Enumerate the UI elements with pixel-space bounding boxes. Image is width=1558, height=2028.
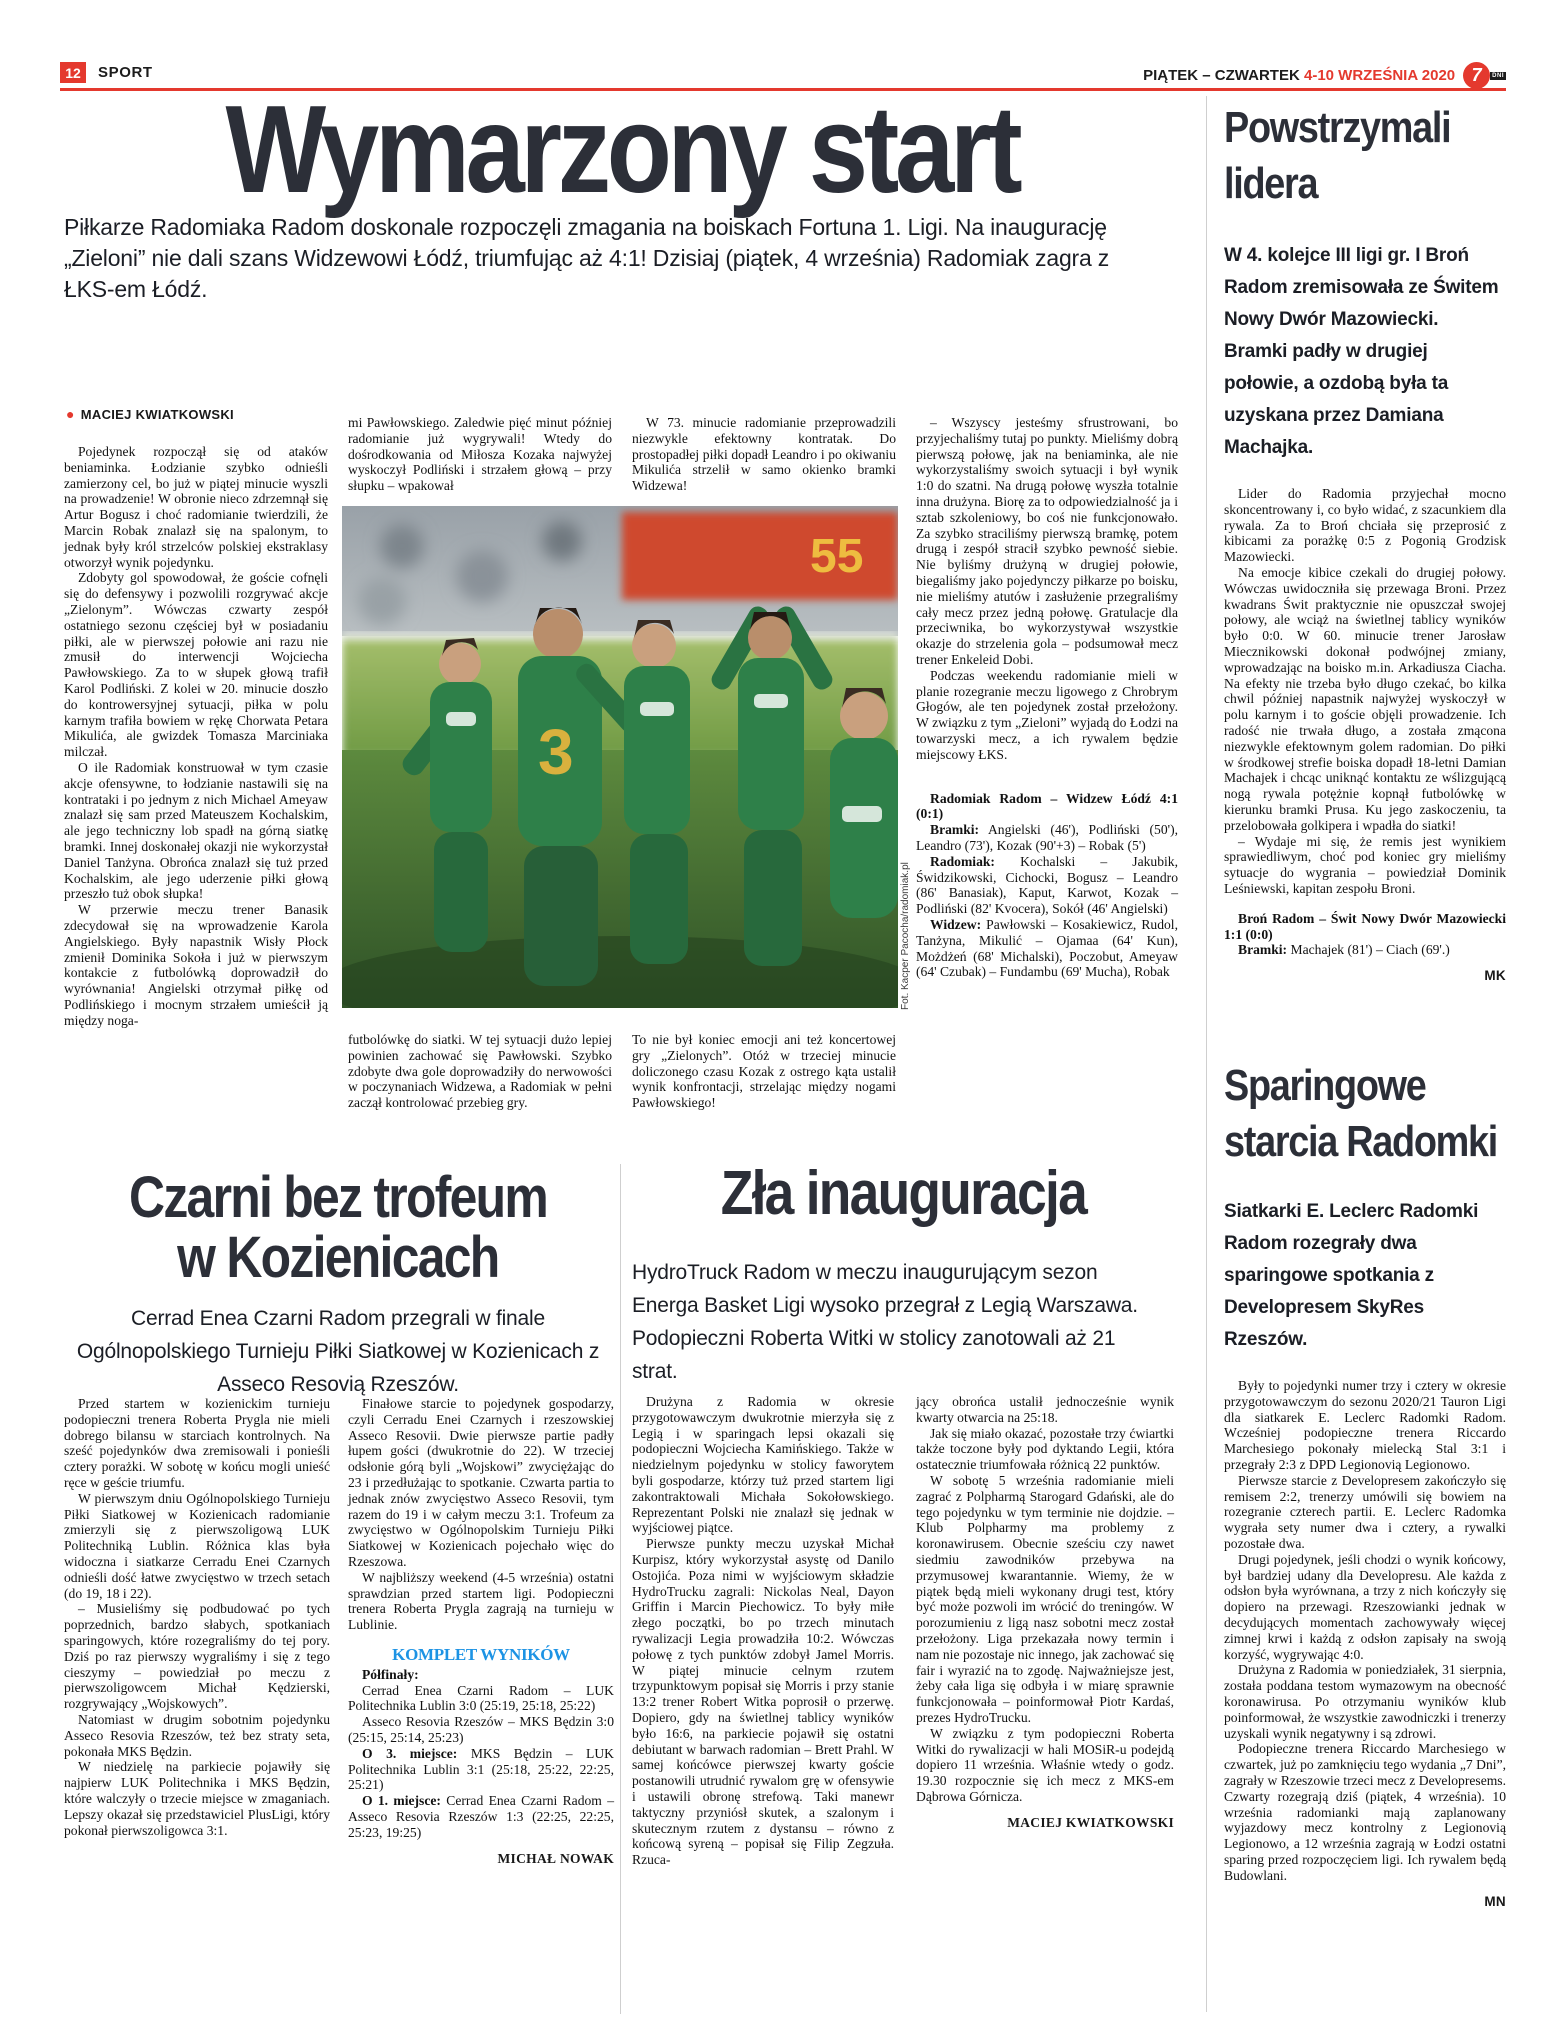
zla-column-2 (916, 1394, 1174, 1831)
sidebar-divider (1206, 96, 1207, 2012)
paragraph: Przed startem w kozienickim turnieju podopieczni trenera Roberta Prygla nie mieli dobrego bilansu w starciach kontrolnych. Na sześć pojedynków dwa zremisowali i ponieśli cztery porażki. W sobotę w końcu mogli unieść ręce w geście triumfu. (64, 1396, 330, 1490)
paragraph: mi Pawłowskiego. Zaledwie pięć minut później radomianie już wygrywali! Wtedy do dośrodkowania od Miłosza Kozaka najwyżej wyskoczył Podliński i strzałem głową – przy słupku – wpakował (348, 415, 612, 494)
logo-dni-label: DNI (1492, 72, 1504, 79)
result-line: O 3. miejsce: MKS Będzin – LUK Politechnika Lublin 3:1 (25:18, 25:22, 22:25, 25:21) (348, 1745, 614, 1793)
match-report-title: Radomiak Radom – Widzew Łódź 4:1 (0:1) (916, 790, 1178, 822)
byline: ● MACIEJ KWIATKOWSKI (66, 406, 234, 422)
byline-bullet-icon: ● (66, 406, 75, 422)
author-initials: MK (1484, 968, 1506, 984)
dateline (1143, 67, 1455, 84)
logo-7-icon: 7 (1463, 62, 1490, 89)
author-name: MACIEJ KWIATKOWSKI (1007, 1814, 1174, 1830)
zla-lede: HydroTruck Radom w meczu inaugurującym sezon Energa Basket Ligi wysoko przegrał z Legią Warszawa. Podopieczni Roberta Witki w stolicy zanotowali aż 21 strat. (632, 1261, 1138, 1383)
dateline-days: PIĄTEK – CZWARTEK (1143, 67, 1300, 84)
bottom-articles-divider (620, 1164, 621, 2014)
zla-column-1 (632, 1394, 894, 1868)
page-number-badge: 12 (60, 62, 86, 83)
paragraph: Podopieczne trenera Riccardo Marchesiego w czwartek, już po zamknięciu tego wydania „7 Dni”, zagrały w Rzeszowie trzeci mecz z Developresems. Czwarty rozegrają dziś (piątek, 4 września). 10 września radomianki mają zaplanowany wyjazdowy mecz kontrolny z Legionovią Legionowo, a 12 września zagrają w Łodzi ostatni sparing przed rozpoczęciem ligi. Ich rywalem będą Budowlani. (1224, 1741, 1506, 1883)
sidebar-lede: W 4. kolejce III ligi gr. I Broń Radom zremisowała ze Świtem Nowy Dwór Mazowiecki. Bramki padły w drugiej połowie, a ozdobą była ta uzyskana przez Damiana Machajka. (1224, 245, 1499, 458)
sidebar-body (1224, 486, 1506, 958)
match-report-line: Widzew: Pawłowski – Kosakiewicz, Rudol, Tanżyna, Mikulić – Ojamaa (64' Kun), Możdżeń (68' Michalski), Poczobut, Ameyaw (64' Czubak) – Fundambu (69' Mucha), Robak (916, 916, 1178, 980)
article-column-3-bottom (632, 1032, 896, 1111)
match-report (916, 791, 1178, 981)
article-column-3-top (632, 415, 896, 494)
paragraph: W przerwie meczu trener Banasik zdecydował się na wprowadzenie Karola Angielskiego. Były napastnik Wisły Płock zmienił Dominika Sokoła i już w pierwszym kontakcie z futbolówką doprowadził do wyrównania! Angielski otrzymał piłkę od Podlińskiego i mocnym strzałem umieścił ją między noga- (64, 902, 328, 1028)
paragraph: W sobotę 5 września radomianie mieli zagrać z Polpharmą Starogard Gdański, ale do tego pojedynku w tym terminie nie dojdzie. – Klub Polpharmy ma problemy z koronawirusem. Obecnie sześciu czy nawet siedmiu zawodników przebywa na przymusowej kwarantannie. Wiemy, że w piątek będą mieli wykonany drugi test, który być może pozwoli im wrócić do treningów. W porozumieniu z ligą nasz sobotni mecz został przełożony. Liga przekazała nowy termin i nam nie pozostaje nic innego, jak zachować się fair i wyrazić na to zgodę. Najważniejsze jest, żeby cała liga się odbyła i w miarę sprawnie funkcjonowała – poinformował Piotr Kardaś, prezes HydroTrucku. (916, 1472, 1174, 1725)
results-subheading: Półfinały: (362, 1666, 419, 1682)
paragraph: – Wydaje mi się, że remis jest wynikiem sprawiedliwym, choć pod koniec gry mieliśmy sytuacje do wygrania – powiedział Dominik Leśniewski, kapitan zespołu Broni. (1224, 833, 1506, 896)
article-column-2-bottom (348, 1032, 612, 1111)
paragraph: W najbliższy weekend (4-5 września) ostatni sprawdzian przed startem ligi. Podopieczni trenera Roberta Prygla zagrają na turnieju w Lublinie. (348, 1569, 614, 1633)
result-line: Cerrad Enea Czarni Radom – LUK Politechnika Lublin 3:0 (25:19, 25:18, 25:22) (348, 1682, 614, 1714)
result-title: Broń Radom – Świt Nowy Dwór Mazowiecki 1:1 (0:0) (1224, 910, 1506, 942)
result-line: Asseco Resovia Rzeszów – MKS Będzin 3:0 (25:15, 25:14, 25:23) (348, 1714, 614, 1745)
paragraph: Lider do Radomia przyjechał mocno skoncentrowany i, co było widać, z szacunkiem dla rywala. Za to Broń chciała się przeprosić z kibicami za porażkę 0:5 z Pogonią Grodzisk Mazowiecki. (1224, 486, 1506, 565)
match-photo-illustration (342, 506, 898, 1008)
article-column-1 (64, 444, 328, 1028)
match-report-line: Bramki: Angielski (46'), Podliński (50'), Leandro (73'), Kozak (90'+3) – Robak (5') (916, 822, 1178, 853)
czarni-column-1 (64, 1396, 330, 1838)
paragraph: Jak się miało okazać, pozostałe trzy ćwiartki także toczone były pod dyktando Legii, która ostatecznie triumfowała różnicą 22 punktów. (916, 1425, 1174, 1473)
czarni-column-2 (348, 1396, 614, 1866)
paragraph: – Wszyscy jesteśmy sfrustrowani, bo przyjechaliśmy tutaj po punkty. Mieliśmy dobrą pierwszą połowę, jak na beniaminka, ale nie wykorzystaliśmy swoich sytuacji i był wynik 1:0 do szatni. Na drugą połowę wyszła totalnie inna drużyna. Biorę za to odpowiedzialność ja i sztab szkoleniowy, bo coś nie funkcjonowało. Za szybko straciliśmy pierwszą bramkę, potem drugą i zespół stracił szybko pewność siebie. Nie byliśmy drużyną w drugiej połowie, biegaliśmy jako pojedynczy piłkarze po boisku, nie mieliśmy atutów i zasłużenie przegraliśmy cały mecz przez jedną połowę. Gratulacje dla przeciwnika, bo wykorzystywał wszystkie okazje do strzelenia gola – podsumował mecz trener Enkeleid Dobi. (916, 415, 1178, 667)
match-report-line: Radomiak: Kochalski – Jakubik, Świdzikowski, Cichocki, Bogusz – Leandro (86' Banasiak), Kaput, Karwot, Kozak – Podliński (82' Kvocera), Sokół (46' Angielski) (916, 853, 1178, 917)
paragraph: To nie był koniec emocji ani też koncertowej gry „Zielonych”. Otóż w trzeciej minucie doliczonego czasu Kozak z ostrego kąta ustalił wynik konfrontacji, strzelając między nogami Pawłowskiego! (632, 1032, 896, 1111)
article-column-4 (916, 415, 1178, 980)
paragraph: jący obrońca ustalił jednocześnie wynik kwarty otwarcia na 25:18. (916, 1394, 1174, 1425)
section-title: SPORT (98, 64, 153, 81)
header-right (1143, 62, 1506, 89)
jersey-number: 3 (538, 716, 574, 788)
newspaper-logo (1463, 62, 1506, 89)
result-line: O 1. miejsce: Cerrad Enea Czarni Radom – Asseco Resovia Rzeszów 1:3 (22:25, 22:25, 25:23, 19:25) (348, 1793, 614, 1840)
match-photo (342, 506, 898, 1008)
sidebar-article-bron (1224, 100, 1506, 983)
paragraph: Podczas weekendu radomianie mieli w planie rozegranie meczu ligowego z Chrobrym Głogów, ale ten pojedynek został przełożony. W związku z tym „Zieloni” wyjadą do Łodzi na towarzyski mecz, a ich rywalem będzie miejscowy ŁKS. (916, 667, 1178, 762)
dateline-date: 4-10 WRZEŚNIA 2020 (1303, 67, 1456, 84)
author-initials: MN (1484, 1893, 1506, 1909)
paragraph: Drużyna z Radomia w okresie przygotowawczym dwukrotnie mierzyła się z Legią i w sparingach lepsi okazali się podopieczni Wojciecha Kamińskiego. Także w niedzielnym pojedynku w stolicy faworytem byli gospodarze, którzy tuż przed startem ligi zakontraktowali Michała Sokołowskiego. Reprezentant Polski nie znalazł się jednak w wyjściowej piątce. (632, 1394, 894, 1536)
sidebar-article-radomka (1224, 1058, 1506, 1909)
sidebar-headline: Sparingowe starcia Radomki (1224, 1061, 1497, 1166)
zla-headline: Zła inauguracja (720, 1159, 1086, 1228)
paragraph: Były to pojedynki numer trzy i cztery w okresie przygotowawczym do sezonu 2020/21 Tauron Ligi dla siatkarek E. Leclerc Radomki Radom. Wcześniej podopieczne trenera Riccardo Marchesiego pokonały mielecką Stal 3:1 i przegrały 2:3 z DPD Legionovią Legionowo. (1224, 1378, 1506, 1472)
paragraph: Drużyna z Radomia w poniedziałek, 31 sierpnia, została poddana testom wymazowym na obecność koronawirusa. Po otrzymaniu wyników klub poinformował, że wszystkie zawodniczki i trenerzy uzyskali wynik negatywny i są zdrowi. (1224, 1662, 1506, 1741)
paragraph: Zdobyty gol spowodował, że goście cofnęli się do defensywy i pozwolili rozgrywać akcje „Zielonym”. Wówczas czwarty zespół ostatniego sezonu częściej był w posiadaniu piłki, ale w pierwszej połowie ani razu nie zmusił do interwencji Wojciecha Pawłowskiego. Za to w słupek głową trafił Karol Podliński. Z kolei w 20. minucie doszło do kontrowersyjnej sytuacji, piłka w polu karnym trafiła bowiem w rękę Chorwata Petara Mikulića, ale gwizdek Tomasza Marciniaka milczał. (64, 570, 328, 760)
paragraph: W pierwszym dniu Ogólnopolskiego Turnieju Piłki Siatkowej w Kozienicach radomianie zmierzyli się z pierwszoligową LUK Politechniką Lublin. Różnica klas była widoczna i siatkarze Cerradu Enei Czarnych odnieśli dość łatwe zwycięstwo w trzech setach (do 19, 18 i 22). (64, 1490, 330, 1601)
paragraph: Pojedynek rozpoczął się od ataków beniaminka. Łodzianie szybko odnieśli zamierzony cel, bo już w piątej minucie wyszli na prowadzenie! W obronie nieco zdrzemnął się Artur Bogusz i choć radomianie twierdzili, że Marcin Robak znalazł się na spalonym, to jednak były król strzelców polskiej ekstraklasy otworzył wynik pojedynku. (64, 444, 328, 570)
sidebar-headline: Powstrzymali lidera (1224, 103, 1451, 208)
paragraph: W związku z tym podopieczni Roberta Witki do rywalizacji w hali MOSiR-u podejdą dopiero 11 września. Właśnie wtedy o godz. 19.30 rozpocznie się ich mecz z MKS-em Dąbrowa Górnicza. (916, 1725, 1174, 1804)
paragraph: Natomiast w drugim sobotnim pojedynku Asseco Resovia Rzeszów, też bez straty seta, pokonała MKS Będzin. (64, 1711, 330, 1759)
paragraph: – Musieliśmy się podbudować po tych poprzednich, bardzo słabych, spotkaniach sparingowych, które rozegraliśmy do tej pory. Dziś po raz pierwszy wygraliśmy i się z tego cieszymy – powiedział po meczu z pierwszoligowcem Michał Kędzierski, rozgrywający „Wojskowych”. (64, 1601, 330, 1712)
results-box (348, 1644, 614, 1841)
czarni-headline: Czarni bez trofeum w Kozienicach (128, 1165, 548, 1290)
paragraph: Pierwsze punkty meczu uzyskał Michał Kurpisz, który wykorzystał asystę od Danilo Ostojića. Poza nimi w wyjściowym składzie HydroTrucku zagrali: Nickolas Neal, Dayon Griffin i Marcin Piechowicz. To były miłe złego początki, bo po trzech minutach rywalizacji Legia prowadziła 10:2. Wówczas połowę z tych punktów zdobył Jamel Morris. W piątej minucie celnym rzutem trzypunktowym popisał się Morris i przy stanie 13:2 trener Robert Witka poprosił o przerwę. Dopiero, gdy na świetlnej tablicy wyników było 16:6, na parkiecie pojawił się ostatni debiutant w barwach radomian – Brett Prahl. W samej końcówce pierwszej kwarty goście postanowili utrudnić rywalom grę w ofensywie i ustawili obronę strefową. Taki manewr taktyczny przyniósł skutek, a szalonym i skutecznym rzutem z dystansu – równo z końcową syreną – popisał się Filip Zegzuła. Rzuca- (632, 1536, 894, 1868)
paragraph: futbolówkę do siatki. W tej sytuacji dużo lepiej powinien zachować się Pawłowski. Szybko zdobyte dwa gole doprowadziły do nerwowości w poczynaniach Widzewa, a Radomiak w pełni zaczął kontrolować przebieg gry. (348, 1032, 612, 1111)
results-box-heading: KOMPLET WYNIKÓW (392, 1644, 570, 1664)
sidebar-lede: Siatkarki E. Leclerc Radomki Radom rozegrały dwa sparingowe spotkania z Developresem SkyRes Rzeszów. (1224, 1201, 1479, 1350)
photo-credit: Fot. Kacper Pacocha/radomiak.pl (900, 862, 911, 1010)
result-line: Bramki: Machajek (81') – Ciach (69'.) (1238, 942, 1450, 958)
main-headline: Wymarzony start (225, 81, 1019, 219)
article-column-2-top (348, 415, 612, 494)
czarni-lede: Cerrad Enea Czarni Radom przegrali w finale Ogólnopolskiego Turnieju Piłki Siatkowej w Kozienicach z Asseco Resovią Rzeszów. (76, 1307, 600, 1396)
header-left (60, 62, 153, 83)
paragraph: Drugi pojedynek, jeśli chodzi o wynik końcowy, był bardziej udany dla Developresu. Ale każda z odsłon była wyrównana, a trzy z nich kończyły się dopiero na przewagi. Rzeszowianki jednak w decydujących momentach zachowywały więcej zimnej krwi i każdą z odsłon zapisały na swoją korzyść, wygrywając 4:0. (1224, 1551, 1506, 1662)
paragraph: W 73. minucie radomianie przeprowadzili niezwykle efektowny kontratak. Do prostopadłej piłki dopadł Leandro i po okiwaniu Mikulića strzelił w samo okienko bramki Widzewa! (632, 415, 896, 494)
paragraph: W niedzielę na parkiecie pojawiły się najpierw LUK Politechnika i MKS Będzin, które walczyły o trzecie miejsce w zmaganiach. Lepszy okazał się przedstawiciel PlusLigi, który pokonał pierwszoligowca 3:1. (64, 1759, 330, 1838)
main-lede: Piłkarze Radomiaka Radom doskonale rozpoczęli zmagania na boiskach Fortuna 1. Ligi. Na inaugurację „Zieloni” nie dali szans Widzewowi Łódź, triumfując aż 4:1! Dzisiaj (piątek, 4 września) Radomiak zagra z ŁKS-em Łódź. (64, 214, 1110, 302)
paragraph: Finałowe starcie to pojedynek gospodarzy, czyli Cerradu Enei Czarnych i rzeszowskiej Asseco Resovii. Dwie pierwsze partie padły łupem gości (dwukrotnie do 22). W trzeciej odsłonie górą byli „Wojskowi” zwyciężając do 23 i przedłużając to spotkanie. Czwarta partia to jednak znów zwycięstwo Asseco Resovii, tym razem do 19 i w całym meczu 3:1. Trofeum za zwycięstwo w Ogólnopolskim Turnieju Piłki Siatkowej w Kozienicach pojechało więc do Rzeszowa. (348, 1396, 614, 1569)
paragraph: O ile Radomiak konstruował w tym czasie akcje ofensywne, to łodzianie nastawili się na kontrataki i po jednym z nich Michael Ameyaw znalazł się sam przed Mateuszem Kochalskim, ale jego techniczny lob spadł na górną siatkę bramki. Innej doskonałej okazji nie wykorzystał Daniel Tanżyna. Obrońca znalazł się tuż przed Kochalskim, ale jego uderzenie piłki głową przeszło tuż obok słupka! (64, 759, 328, 902)
sidebar-body (1224, 1378, 1506, 1884)
paragraph: Pierwsze starcie z Developresem zakończyło się remisem 2:2, trenerzy umówili się bowiem na rozegranie czterech partii. E. Leclerc Radomka wygrała sety numer dwa i cztery, a rywalki pozostałe dwa. (1224, 1472, 1506, 1551)
paragraph: Na emocje kibice czekali do drugiej połowy. Wówczas uwidoczniła się przewaga Broni. Przez kwadrans Świt praktycznie nie opuszczał swojej połowy, ale wciąż na świetlnej tablicy wyników było 0:0. W 60. minucie trener Jarosław Miecznikowski dokonał podwójnej zmiany, wprowadzając na boisko m.in. Arkadiusza Ciacha. Na efekty nie trzeba było długo czekać, bo kilka chwil później napastnik najwyżej wyskoczył w polu karnym i to goście objęli prowadzenie. Ich radość nie trwała długo, a została zmącona niezwykle efektownym golem radomian. Do piłki w środkowej strefie boiska dopadł 18-letni Damian Machajek i chcąc uniknąć kontaktu ze wślizgującą nogą rywala potężnie kopnął futbolówkę w kierunku bramki Prusa. Ku jego zaskoczeniu, ta przelobowała golkipera i wpadła do siatki! (1224, 564, 1506, 833)
author-name: MICHAŁ NOWAK (497, 1850, 614, 1866)
result-block (1224, 911, 1506, 958)
led-board-number: 55 (810, 530, 864, 583)
